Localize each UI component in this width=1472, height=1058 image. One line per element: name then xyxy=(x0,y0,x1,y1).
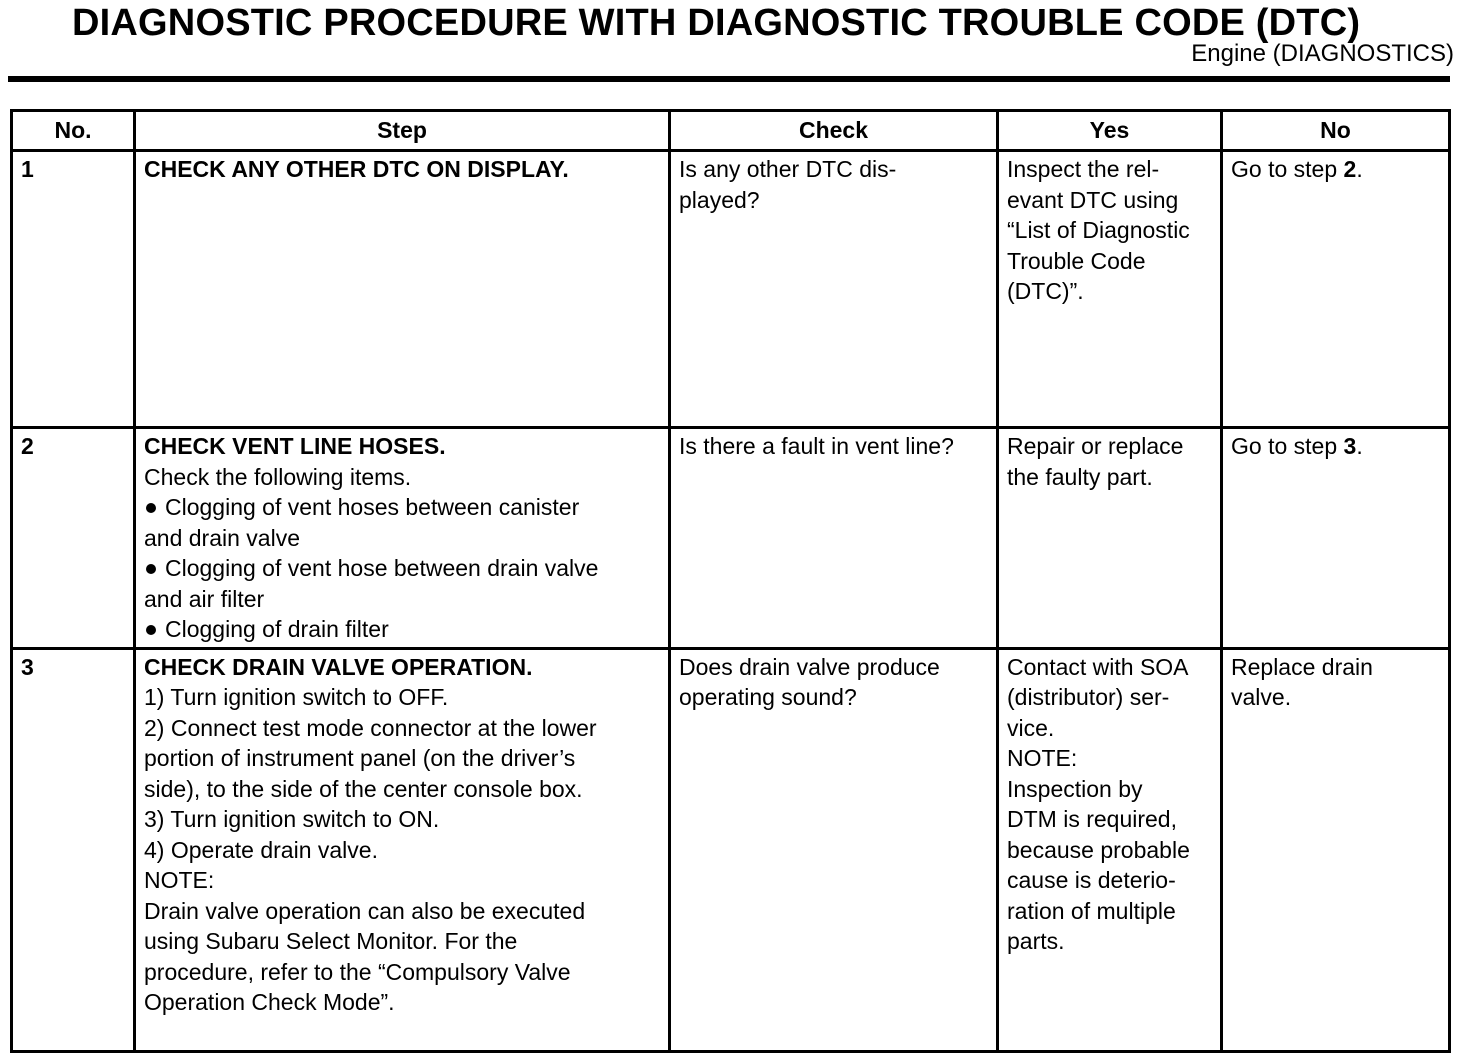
yes-cell xyxy=(998,151,1222,428)
check-line: Does drain valve produce xyxy=(679,653,940,680)
step-heading: CHECK ANY OTHER DTC ON DISPLAY. xyxy=(144,156,569,182)
no-line: Replace drain xyxy=(1231,653,1373,680)
step-line: using Subaru Select Monitor. For the xyxy=(144,928,518,954)
check-line: operating sound? xyxy=(679,684,857,710)
step-cell xyxy=(135,151,670,428)
yes-line: ration of multiple xyxy=(1007,897,1176,924)
step-line: Drain valve operation can also be executed xyxy=(144,897,586,924)
bullet-item xyxy=(144,492,661,523)
step-reference: 3 xyxy=(1343,433,1357,459)
column-header-step: Step xyxy=(135,111,670,151)
yes-cell xyxy=(998,648,1222,1051)
no-suffix: . xyxy=(1356,433,1363,459)
yes-line: (distributor) ser- xyxy=(1007,684,1170,710)
yes-line: DTM is required, xyxy=(1007,806,1177,832)
no-line: valve. xyxy=(1231,684,1292,710)
yes-line: (DTC)”. xyxy=(1007,278,1084,304)
section-label: Engine (DIAGNOSTICS) xyxy=(1191,40,1454,67)
bullet-text: Clogging of drain filter xyxy=(165,616,389,642)
note-label: NOTE: xyxy=(144,867,215,893)
bullet-icon xyxy=(146,503,156,513)
no-suffix: . xyxy=(1356,156,1363,182)
yes-line: “List of Diagnostic xyxy=(1007,217,1190,243)
column-header-no: No. xyxy=(12,111,135,151)
step-number: 2 xyxy=(12,428,135,649)
bullet-item xyxy=(144,553,661,584)
check-cell xyxy=(670,428,998,649)
table-row xyxy=(12,648,1450,1051)
step-line: Operation Check Mode”. xyxy=(144,989,395,1015)
no-cell xyxy=(1222,151,1450,428)
no-cell xyxy=(1222,428,1450,649)
bullet-continuation: and air filter xyxy=(144,585,265,612)
no-prefix: Go to step xyxy=(1231,433,1344,459)
no-cell xyxy=(1222,648,1450,1051)
table-row xyxy=(12,151,1450,428)
step-line: 4) Operate drain valve. xyxy=(144,836,378,863)
column-header-yes: Yes xyxy=(998,111,1222,151)
yes-cell xyxy=(998,428,1222,649)
diagnostic-table xyxy=(10,109,1451,1053)
check-cell xyxy=(670,151,998,428)
check-line: Is any other DTC dis- xyxy=(679,156,897,182)
header-rule xyxy=(8,76,1450,82)
bullet-text: Clogging of vent hose between drain valve xyxy=(165,555,599,581)
step-line: procedure, refer to the “Compulsory Valve xyxy=(144,958,571,985)
yes-line: cause is deterio- xyxy=(1007,867,1176,893)
no-prefix: Go to step xyxy=(1231,156,1344,182)
yes-line: vice. xyxy=(1007,714,1055,741)
step-line: 3) Turn ignition switch to ON. xyxy=(144,806,440,832)
bullet-text: Clogging of vent hoses between canister xyxy=(165,494,580,520)
page-title: DIAGNOSTIC PROCEDURE WITH DIAGNOSTIC TROUBLE CODE (DTC) xyxy=(72,2,1361,44)
check-line: Is there a fault in vent line? xyxy=(679,433,954,459)
yes-line: parts. xyxy=(1007,928,1065,954)
step-line: 2) Connect test mode connector at the lower xyxy=(144,714,597,741)
yes-line: Contact with SOA xyxy=(1007,653,1189,680)
step-cell xyxy=(135,428,670,649)
step-line: portion of instrument panel (on the driver’s xyxy=(144,745,576,771)
yes-line: Inspection by xyxy=(1007,775,1143,802)
step-intro: Check the following items. xyxy=(144,463,412,490)
yes-line: the faulty part. xyxy=(1007,463,1153,490)
column-header-no-result: No xyxy=(1222,111,1450,151)
table-header-row xyxy=(12,111,1450,151)
step-line: side), to the side of the center console box. xyxy=(144,775,583,802)
note-label: NOTE: xyxy=(1007,745,1078,771)
table-row xyxy=(12,428,1450,649)
check-cell xyxy=(670,648,998,1051)
check-line: played? xyxy=(679,186,760,213)
bullet-continuation: and drain valve xyxy=(144,524,300,551)
step-heading: CHECK DRAIN VALVE OPERATION. xyxy=(144,653,533,680)
step-reference: 2 xyxy=(1343,156,1357,182)
column-header-check: Check xyxy=(670,111,998,151)
step-number: 3 xyxy=(12,648,135,1051)
step-cell xyxy=(135,648,670,1051)
yes-line: evant DTC using xyxy=(1007,186,1179,213)
bullet-icon xyxy=(146,564,156,574)
yes-line: Trouble Code xyxy=(1007,247,1146,274)
step-line: 1) Turn ignition switch to OFF. xyxy=(144,684,449,710)
yes-line: because probable xyxy=(1007,836,1190,863)
step-heading: CHECK VENT LINE HOSES. xyxy=(144,433,446,459)
step-number: 1 xyxy=(12,151,135,428)
yes-line: Repair or replace xyxy=(1007,433,1184,459)
bullet-item xyxy=(144,614,661,645)
yes-line: Inspect the rel- xyxy=(1007,156,1160,182)
bullet-icon xyxy=(146,625,156,635)
